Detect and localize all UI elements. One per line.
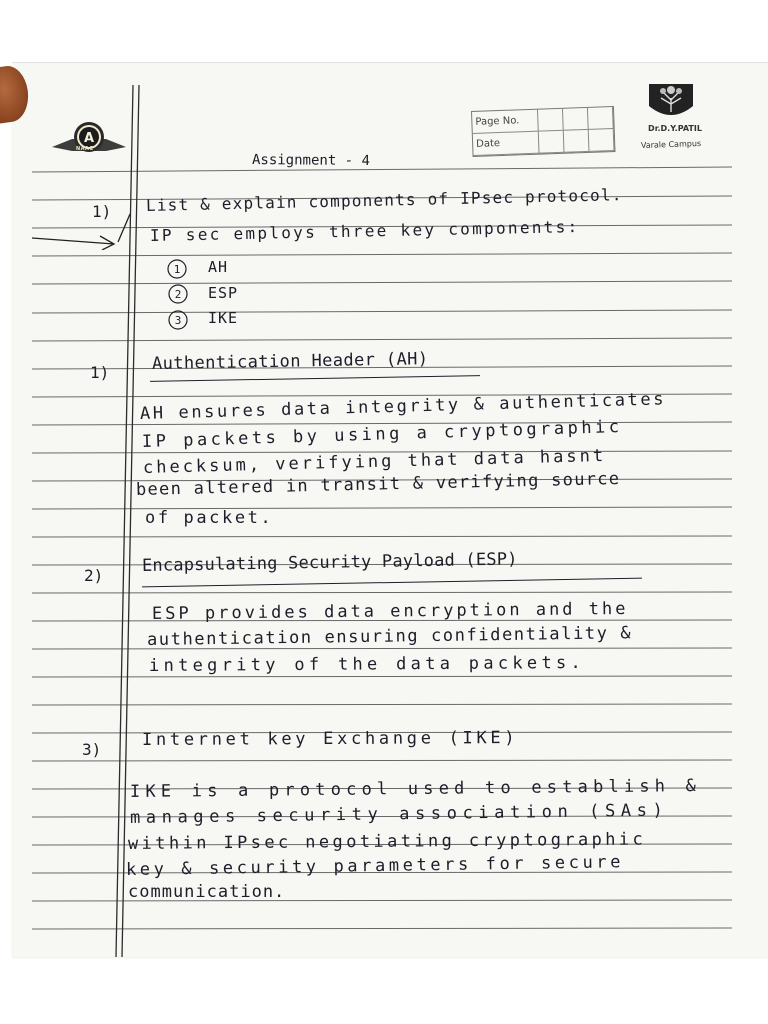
- college-campus: Varale Campus: [640, 138, 702, 151]
- component-ike: IKE: [208, 309, 239, 327]
- section-2-number: 2): [84, 566, 104, 585]
- page-date-box: [471, 106, 616, 157]
- section-2-line-2: authentication ensuring confidentiality &: [146, 623, 633, 650]
- assignment-title: Assignment - 4: [251, 152, 371, 170]
- section-3-number: 3): [82, 740, 102, 759]
- component-esp: ESP: [208, 284, 239, 302]
- college-crest-icon: [645, 82, 697, 122]
- page-no-label: Page No.: [472, 110, 539, 134]
- section-2-line-3: integrity of the data packets.: [148, 652, 586, 676]
- section-1-line-4: been altered in transit & verifying source: [135, 469, 621, 500]
- section-1-line-5: of packet.: [145, 508, 274, 528]
- margin-arrow-icon: [30, 210, 130, 250]
- section-1-number: 1): [90, 363, 110, 382]
- list-markers: [165, 258, 195, 333]
- section-3-line-3: within IPsec negotiating cryptographic: [127, 829, 647, 854]
- section-3-line-2: manages security association (SAs): [129, 800, 669, 828]
- section-3-line-1: IKE is a protocol used to establish &: [129, 776, 702, 802]
- section-3-line-4: key & security parameters for secure: [125, 852, 625, 880]
- section-1-heading: Authentication Header (AH): [151, 349, 429, 374]
- question-number: 1): [92, 202, 112, 221]
- marker-3: 3: [174, 314, 182, 327]
- date-label: Date: [473, 132, 540, 156]
- marker-1: 1: [173, 263, 181, 276]
- naac-badge-icon: [50, 117, 128, 159]
- section-2-heading: Encapsulating Security Payload (ESP): [141, 549, 518, 576]
- component-ah: AH: [208, 258, 229, 276]
- section-3-heading: Internet key Exchange (IKE): [141, 728, 519, 750]
- question-text: List & explain components of IPsec protocol.: [145, 185, 623, 215]
- marker-2: 2: [174, 288, 182, 301]
- naac-text: NAAC: [76, 146, 94, 152]
- college-name: Dr.D.Y.PATIL: [648, 124, 702, 133]
- section-1-line-1: AH ensures data integrity & authenticates: [139, 389, 667, 424]
- section-2-line-1: ESP provides data encryption and the: [151, 599, 629, 624]
- naac-letter: A: [83, 131, 95, 146]
- question-intro: IP sec employs three key components:: [149, 217, 580, 245]
- section-3-line-5: communication.: [128, 882, 286, 902]
- section-1-line-3: checksum, verifying that data hasnt: [142, 445, 607, 478]
- section-1-line-2: IP packets by using a cryptographic: [141, 416, 623, 452]
